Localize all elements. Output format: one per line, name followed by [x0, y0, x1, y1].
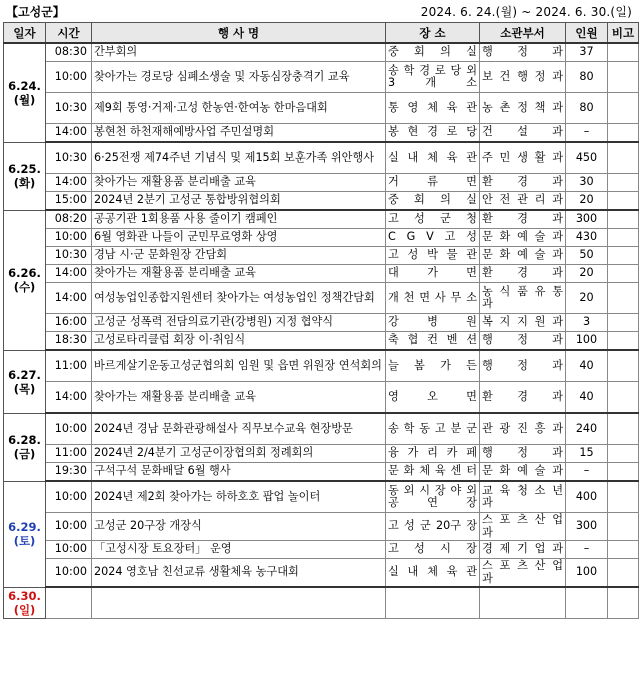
count-cell: 20 — [566, 192, 608, 211]
note-cell — [608, 382, 639, 414]
event-name-cell: 찾아가는 재활용품 분리배출 교육 — [92, 174, 386, 192]
date-cell — [4, 413, 46, 481]
dept-cell: 안 전 관 리 과 — [480, 192, 566, 211]
place-cell — [386, 587, 480, 618]
count-cell: – — [566, 124, 608, 143]
note-cell — [608, 314, 639, 332]
event-name-cell: 고성로타리클럽 회장 이·취임식 — [92, 332, 386, 351]
table-row — [4, 229, 639, 247]
col-header-date: 일자 — [4, 23, 46, 44]
org-label: 【고성군】 — [6, 5, 65, 19]
note-cell — [608, 192, 639, 211]
place-cell: 중 회 의 실 — [386, 43, 480, 62]
date-weekday: (수) — [13, 280, 36, 294]
note-cell — [608, 463, 639, 482]
time-cell: 10:00 — [46, 413, 92, 445]
dept-cell: 주 민 생 활 과 — [480, 142, 566, 174]
note-cell — [608, 541, 639, 559]
place-cell: 개 천 면 사 무 소 — [386, 283, 480, 314]
count-cell: 30 — [566, 174, 608, 192]
place-cell: 문 화 체 육 센 터 — [386, 463, 480, 482]
event-name-cell: 찾아가는 재활용품 분리배출 교육 — [92, 382, 386, 414]
count-cell: 20 — [566, 265, 608, 283]
event-name-cell: 2024년 제2회 찾아가는 하하호호 팝업 놀이터 — [92, 481, 386, 513]
note-cell — [608, 350, 639, 382]
place-cell: 축 협 컨 벤 션 — [386, 332, 480, 351]
note-cell — [608, 413, 639, 445]
place-cell: 봉 현 경 로 당 — [386, 124, 480, 143]
event-name-cell: 6·25전쟁 제74주년 기념식 및 제15회 보훈가족 위안행사 — [92, 142, 386, 174]
event-name-cell: 경남 시·군 문화원장 간담회 — [92, 247, 386, 265]
date-day: 6.27. — [8, 367, 41, 382]
time-cell: 19:30 — [46, 463, 92, 482]
time-cell: 18:30 — [46, 332, 92, 351]
place-cell: 중 회 의 실 — [386, 192, 480, 211]
date-day: 6.26. — [8, 266, 41, 280]
time-cell — [46, 587, 92, 618]
date-day: 6.25. — [8, 162, 41, 176]
time-cell: 10:00 — [46, 62, 92, 93]
event-name-cell: 고성군 성폭력 전담의료기관(강병원) 지정 협약식 — [92, 314, 386, 332]
schedule-body — [4, 43, 639, 618]
count-cell: 20 — [566, 283, 608, 314]
dept-cell: 농 촌 정 책 과 — [480, 93, 566, 124]
count-cell: 50 — [566, 247, 608, 265]
count-cell: 37 — [566, 43, 608, 62]
count-cell: 40 — [566, 382, 608, 414]
dept-cell: 행 정 과 — [480, 445, 566, 463]
event-name-cell: 6월 영화관 나들이 군민무료영화 상영 — [92, 229, 386, 247]
count-cell: 40 — [566, 350, 608, 382]
dept-cell: 스 포 츠 산 업 과 — [480, 513, 566, 541]
count-cell: 240 — [566, 413, 608, 445]
note-cell — [608, 142, 639, 174]
time-cell: 14:00 — [46, 382, 92, 414]
time-cell: 10:30 — [46, 93, 92, 124]
place-cell: 고 성 군 20구 장 — [386, 513, 480, 541]
time-cell: 15:00 — [46, 192, 92, 211]
note-cell — [608, 332, 639, 351]
table-row — [4, 445, 639, 463]
count-cell: 15 — [566, 445, 608, 463]
table-row — [4, 247, 639, 265]
date-weekday: (금) — [13, 447, 36, 461]
col-header-place: 장 소 — [386, 23, 480, 44]
dept-cell: 문 화 예 술 과 — [480, 247, 566, 265]
dept-cell: 문 화 예 술 과 — [480, 229, 566, 247]
note-cell — [608, 43, 639, 62]
count-cell — [566, 587, 608, 618]
count-cell: 300 — [566, 210, 608, 229]
table-row — [4, 174, 639, 192]
note-cell — [608, 587, 639, 618]
date-cell — [4, 142, 46, 210]
table-row — [4, 43, 639, 62]
event-name-cell: 2024년 2분기 고성군 통합방위협의회 — [92, 192, 386, 211]
dept-cell: 스 포 츠 산 업 과 — [480, 559, 566, 588]
date-weekday: (화) — [13, 176, 36, 190]
count-cell: 3 — [566, 314, 608, 332]
note-cell — [608, 559, 639, 588]
dept-cell: 행 정 과 — [480, 332, 566, 351]
table-row — [4, 587, 639, 618]
dept-cell: 환 경 과 — [480, 382, 566, 414]
note-cell — [608, 93, 639, 124]
time-cell: 10:30 — [46, 247, 92, 265]
dept-cell: 복 지 지 원 과 — [480, 314, 566, 332]
date-weekday: (월) — [13, 92, 36, 107]
event-name-cell: 「고성시장 토요장터」 운영 — [92, 541, 386, 559]
note-cell — [608, 210, 639, 229]
dept-cell: 보 건 행 정 과 — [480, 62, 566, 93]
date-day: 6.29. — [8, 520, 41, 534]
dept-cell: 관 광 진 흥 과 — [480, 413, 566, 445]
dept-cell: 경 제 기 업 과 — [480, 541, 566, 559]
date-weekday: (일) — [13, 602, 36, 617]
time-cell: 14:00 — [46, 124, 92, 143]
time-cell: 16:00 — [46, 314, 92, 332]
time-cell: 08:30 — [46, 43, 92, 62]
time-cell: 08:20 — [46, 210, 92, 229]
event-name-cell: 찾아가는 재활용품 분리배출 교육 — [92, 265, 386, 283]
event-name-cell: 제9회 통영·거제·고성 한농연·한여농 한마음대회 — [92, 93, 386, 124]
event-name-cell — [92, 587, 386, 618]
count-cell: – — [566, 463, 608, 482]
dept-cell: 행 정 과 — [480, 350, 566, 382]
date-weekday: (토) — [13, 534, 36, 548]
note-cell — [608, 174, 639, 192]
table-row — [4, 541, 639, 559]
place-cell: C G V 고 성 — [386, 229, 480, 247]
dept-cell: 환 경 과 — [480, 174, 566, 192]
count-cell: 430 — [566, 229, 608, 247]
time-cell: 10:00 — [46, 541, 92, 559]
count-cell: 80 — [566, 93, 608, 124]
note-cell — [608, 124, 639, 143]
place-cell: 고 성 박 물 관 — [386, 247, 480, 265]
date-range: 2024. 6. 24.(월) ~ 2024. 6. 30.(일) — [420, 5, 632, 19]
note-cell — [608, 229, 639, 247]
table-row — [4, 413, 639, 445]
place-cell: 영 오 면 — [386, 382, 480, 414]
time-cell: 10:00 — [46, 229, 92, 247]
table-row — [4, 142, 639, 174]
table-row — [4, 314, 639, 332]
event-name-cell: 고성군 20구장 개장식 — [92, 513, 386, 541]
table-row — [4, 192, 639, 211]
place-cell: 거 류 면 — [386, 174, 480, 192]
place-cell: 통 영 체 육 관 — [386, 93, 480, 124]
time-cell: 14:00 — [46, 283, 92, 314]
dept-cell: 문 화 예 술 과 — [480, 463, 566, 482]
weekly-schedule-table — [3, 22, 639, 619]
time-cell: 14:00 — [46, 174, 92, 192]
table-row — [4, 463, 639, 482]
date-cell — [4, 210, 46, 350]
event-name-cell: 간부회의 — [92, 43, 386, 62]
time-cell: 11:00 — [46, 445, 92, 463]
table-row — [4, 210, 639, 229]
note-cell — [608, 283, 639, 314]
col-header-count: 인원 — [566, 23, 608, 44]
table-row — [4, 62, 639, 93]
event-name-cell: 2024년 2/4분기 고성군이장협의회 정례회의 — [92, 445, 386, 463]
date-day: 6.30. — [8, 588, 41, 603]
time-cell: 10:00 — [46, 513, 92, 541]
count-cell: 80 — [566, 62, 608, 93]
date-cell — [4, 43, 46, 142]
event-name-cell: 여성농업인종합지원센터 찾아가는 여성농업인 정책간담회 — [92, 283, 386, 314]
date-day: 6.24. — [8, 78, 41, 93]
note-cell — [608, 265, 639, 283]
place-cell: 늘 봄 가 든 — [386, 350, 480, 382]
dept-cell: 환 경 과 — [480, 265, 566, 283]
dept-cell: 교 육 청 소 년 과 — [480, 481, 566, 513]
event-name-cell: 2024 영호남 친선교류 생활체육 농구대회 — [92, 559, 386, 588]
place-cell: 강 병 원 — [386, 314, 480, 332]
time-cell: 10:30 — [46, 142, 92, 174]
table-row — [4, 265, 639, 283]
table-header-row — [4, 23, 639, 44]
col-header-time: 시간 — [46, 23, 92, 44]
event-name-cell: 2024년 경남 문화관광해설사 직무보수교육 현장방문 — [92, 413, 386, 445]
event-name-cell: 찾아가는 경로당 심폐소생술 및 자동심장충격기 교육 — [92, 62, 386, 93]
date-cell — [4, 587, 46, 618]
count-cell: 300 — [566, 513, 608, 541]
schedule-header — [0, 0, 640, 22]
dept-cell: 농 식 품 유 통 과 — [480, 283, 566, 314]
note-cell — [608, 481, 639, 513]
note-cell — [608, 247, 639, 265]
table-row — [4, 283, 639, 314]
dept-cell — [480, 587, 566, 618]
date-day: 6.28. — [8, 433, 41, 447]
table-row — [4, 559, 639, 588]
table-row — [4, 350, 639, 382]
count-cell: – — [566, 541, 608, 559]
time-cell: 14:00 — [46, 265, 92, 283]
place-cell: 동 외 시 장 야 외 공 연 장 — [386, 481, 480, 513]
event-name-cell: 공공기관 1회용품 사용 줄이기 캠페인 — [92, 210, 386, 229]
date-cell — [4, 350, 46, 413]
table-row — [4, 513, 639, 541]
col-header-note: 비고 — [608, 23, 639, 44]
col-header-dept: 소관부서 — [480, 23, 566, 44]
place-cell: 고 성 군 청 — [386, 210, 480, 229]
event-name-cell: 봉현천 하천재해예방사업 주민설명회 — [92, 124, 386, 143]
place-cell: 실 내 체 육 관 — [386, 559, 480, 588]
event-name-cell: 바르게살기운동고성군협의회 임원 및 읍면 위원장 연석회의 — [92, 350, 386, 382]
count-cell: 100 — [566, 559, 608, 588]
dept-cell: 환 경 과 — [480, 210, 566, 229]
note-cell — [608, 513, 639, 541]
place-cell: 송 학 경 로 당 외 3 개 소 — [386, 62, 480, 93]
time-cell: 10:00 — [46, 559, 92, 588]
table-row — [4, 481, 639, 513]
count-cell: 100 — [566, 332, 608, 351]
time-cell: 10:00 — [46, 481, 92, 513]
table-row — [4, 93, 639, 124]
place-cell: 융 가 리 카 페 — [386, 445, 480, 463]
table-row — [4, 332, 639, 351]
time-cell: 11:00 — [46, 350, 92, 382]
count-cell: 400 — [566, 481, 608, 513]
place-cell: 송 학 동 고 분 군 — [386, 413, 480, 445]
table-row — [4, 382, 639, 414]
place-cell: 대 가 면 — [386, 265, 480, 283]
date-weekday: (목) — [13, 381, 36, 396]
note-cell — [608, 445, 639, 463]
col-header-event: 행 사 명 — [92, 23, 386, 44]
place-cell: 고 성 시 장 — [386, 541, 480, 559]
dept-cell: 건 설 과 — [480, 124, 566, 143]
count-cell: 450 — [566, 142, 608, 174]
event-name-cell: 구석구석 문화배달 6월 행사 — [92, 463, 386, 482]
note-cell — [608, 62, 639, 93]
dept-cell: 행 정 과 — [480, 43, 566, 62]
date-cell — [4, 481, 46, 587]
place-cell: 실 내 체 육 관 — [386, 142, 480, 174]
table-row — [4, 124, 639, 143]
